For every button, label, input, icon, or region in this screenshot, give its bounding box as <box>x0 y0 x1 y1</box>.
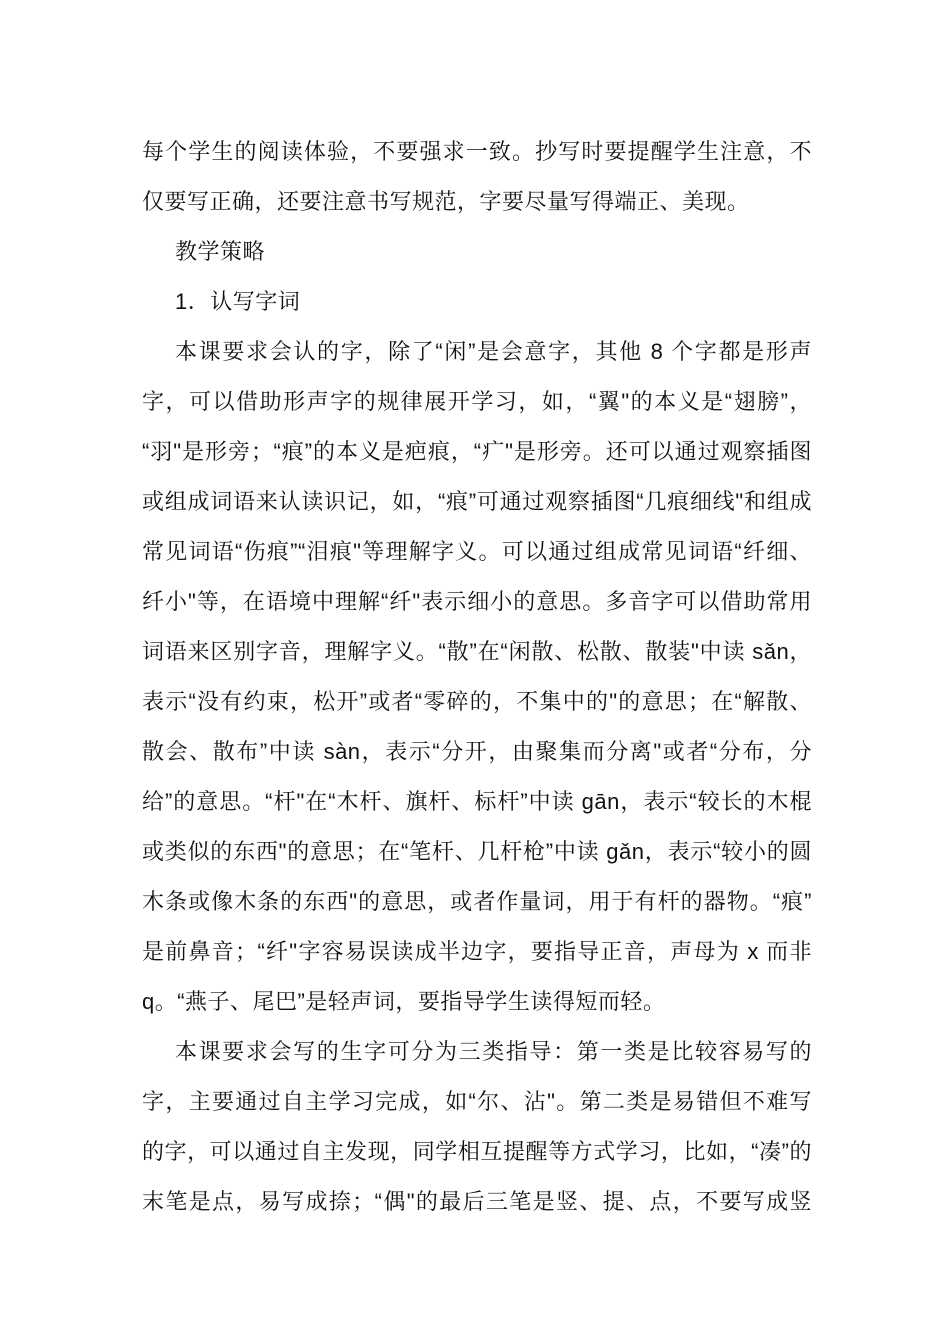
text-line: 1．认写字词 <box>175 289 301 314</box>
text-line: 字，主要通过自主学习完成，如“尔、沾"。第二类是易错但不难写 <box>142 1089 812 1114</box>
text-line: q。“燕子、尾巴”是轻声词，要指导学生读得短而轻。 <box>142 989 666 1014</box>
text-line: “羽"是形旁；“痕”的本义是疤痕，“疒"是形旁。还可以通过观察插图 <box>142 439 812 464</box>
text-line: 木条或像木条的东西"的意思，或者作量词，用于有杆的器物。“痕” <box>142 889 812 914</box>
text-line: 散会、散布”中读 sàn，表示“分开，由聚集而分离"或者“分布，分 <box>142 739 812 764</box>
text-line: 本课要求会认的字，除了“闲”是会意字，其他 8 个字都是形声 <box>175 339 812 364</box>
text-line: 仅要写正确，还要注意书写规范，字要尽量写得端正、美现。 <box>142 189 750 214</box>
paragraph <box>142 227 812 277</box>
text-line: 表示“没有约束，松开”或者“零碎的，不集中的"的意思；在“解散、 <box>142 689 812 714</box>
paragraph <box>142 127 812 227</box>
text-line: 给”的意思。“杆"在“木杆、旗杆、标杆”中读 gān，表示“较长的木棍 <box>142 789 812 814</box>
paragraph <box>142 277 812 327</box>
text-line: 词语来区别字音，理解字义。“散”在“闲散、松散、散装"中读 sǎn， <box>142 639 812 664</box>
text-line: 或组成词语来认读识记，如，“痕”可通过观察插图“几痕细线"和组成 <box>142 489 812 514</box>
text-line: 教学策略 <box>175 239 266 264</box>
paragraph <box>142 327 812 1027</box>
text-line: 的字，可以通过自主发现，同学相互提醒等方式学习，比如，“凑”的 <box>142 1139 812 1164</box>
text-line: 末笔是点，易写成捺；“偶"的最后三笔是竖、提、点，不要写成竖 <box>142 1189 812 1214</box>
text-line: 字，可以借助形声字的规律展开学习，如，“翼"的本义是“翅膀”， <box>142 389 812 414</box>
text-line: 常见词语“伤痕”“泪痕"等理解字义。可以通过组成常见词语“纤细、 <box>142 539 812 564</box>
text-line: 是前鼻音；“纤"字容易误读成半边字，要指导正音，声母为 x 而非 <box>142 939 812 964</box>
text-line: 纤小"等，在语境中理解“纤"表示细小的意思。多音字可以借助常用 <box>142 589 812 614</box>
document-body <box>142 127 812 1227</box>
text-line: 每个学生的阅读体验，不要强求一致。抄写时要提醒学生注意，不 <box>142 139 812 164</box>
paragraph <box>142 1027 812 1227</box>
text-line: 本课要求会写的生字可分为三类指导：第一类是比较容易写的 <box>175 1039 812 1064</box>
text-line: 或类似的东西"的意思；在“笔杆、几杆枪”中读 gǎn，表示“较小的圆 <box>142 839 812 864</box>
